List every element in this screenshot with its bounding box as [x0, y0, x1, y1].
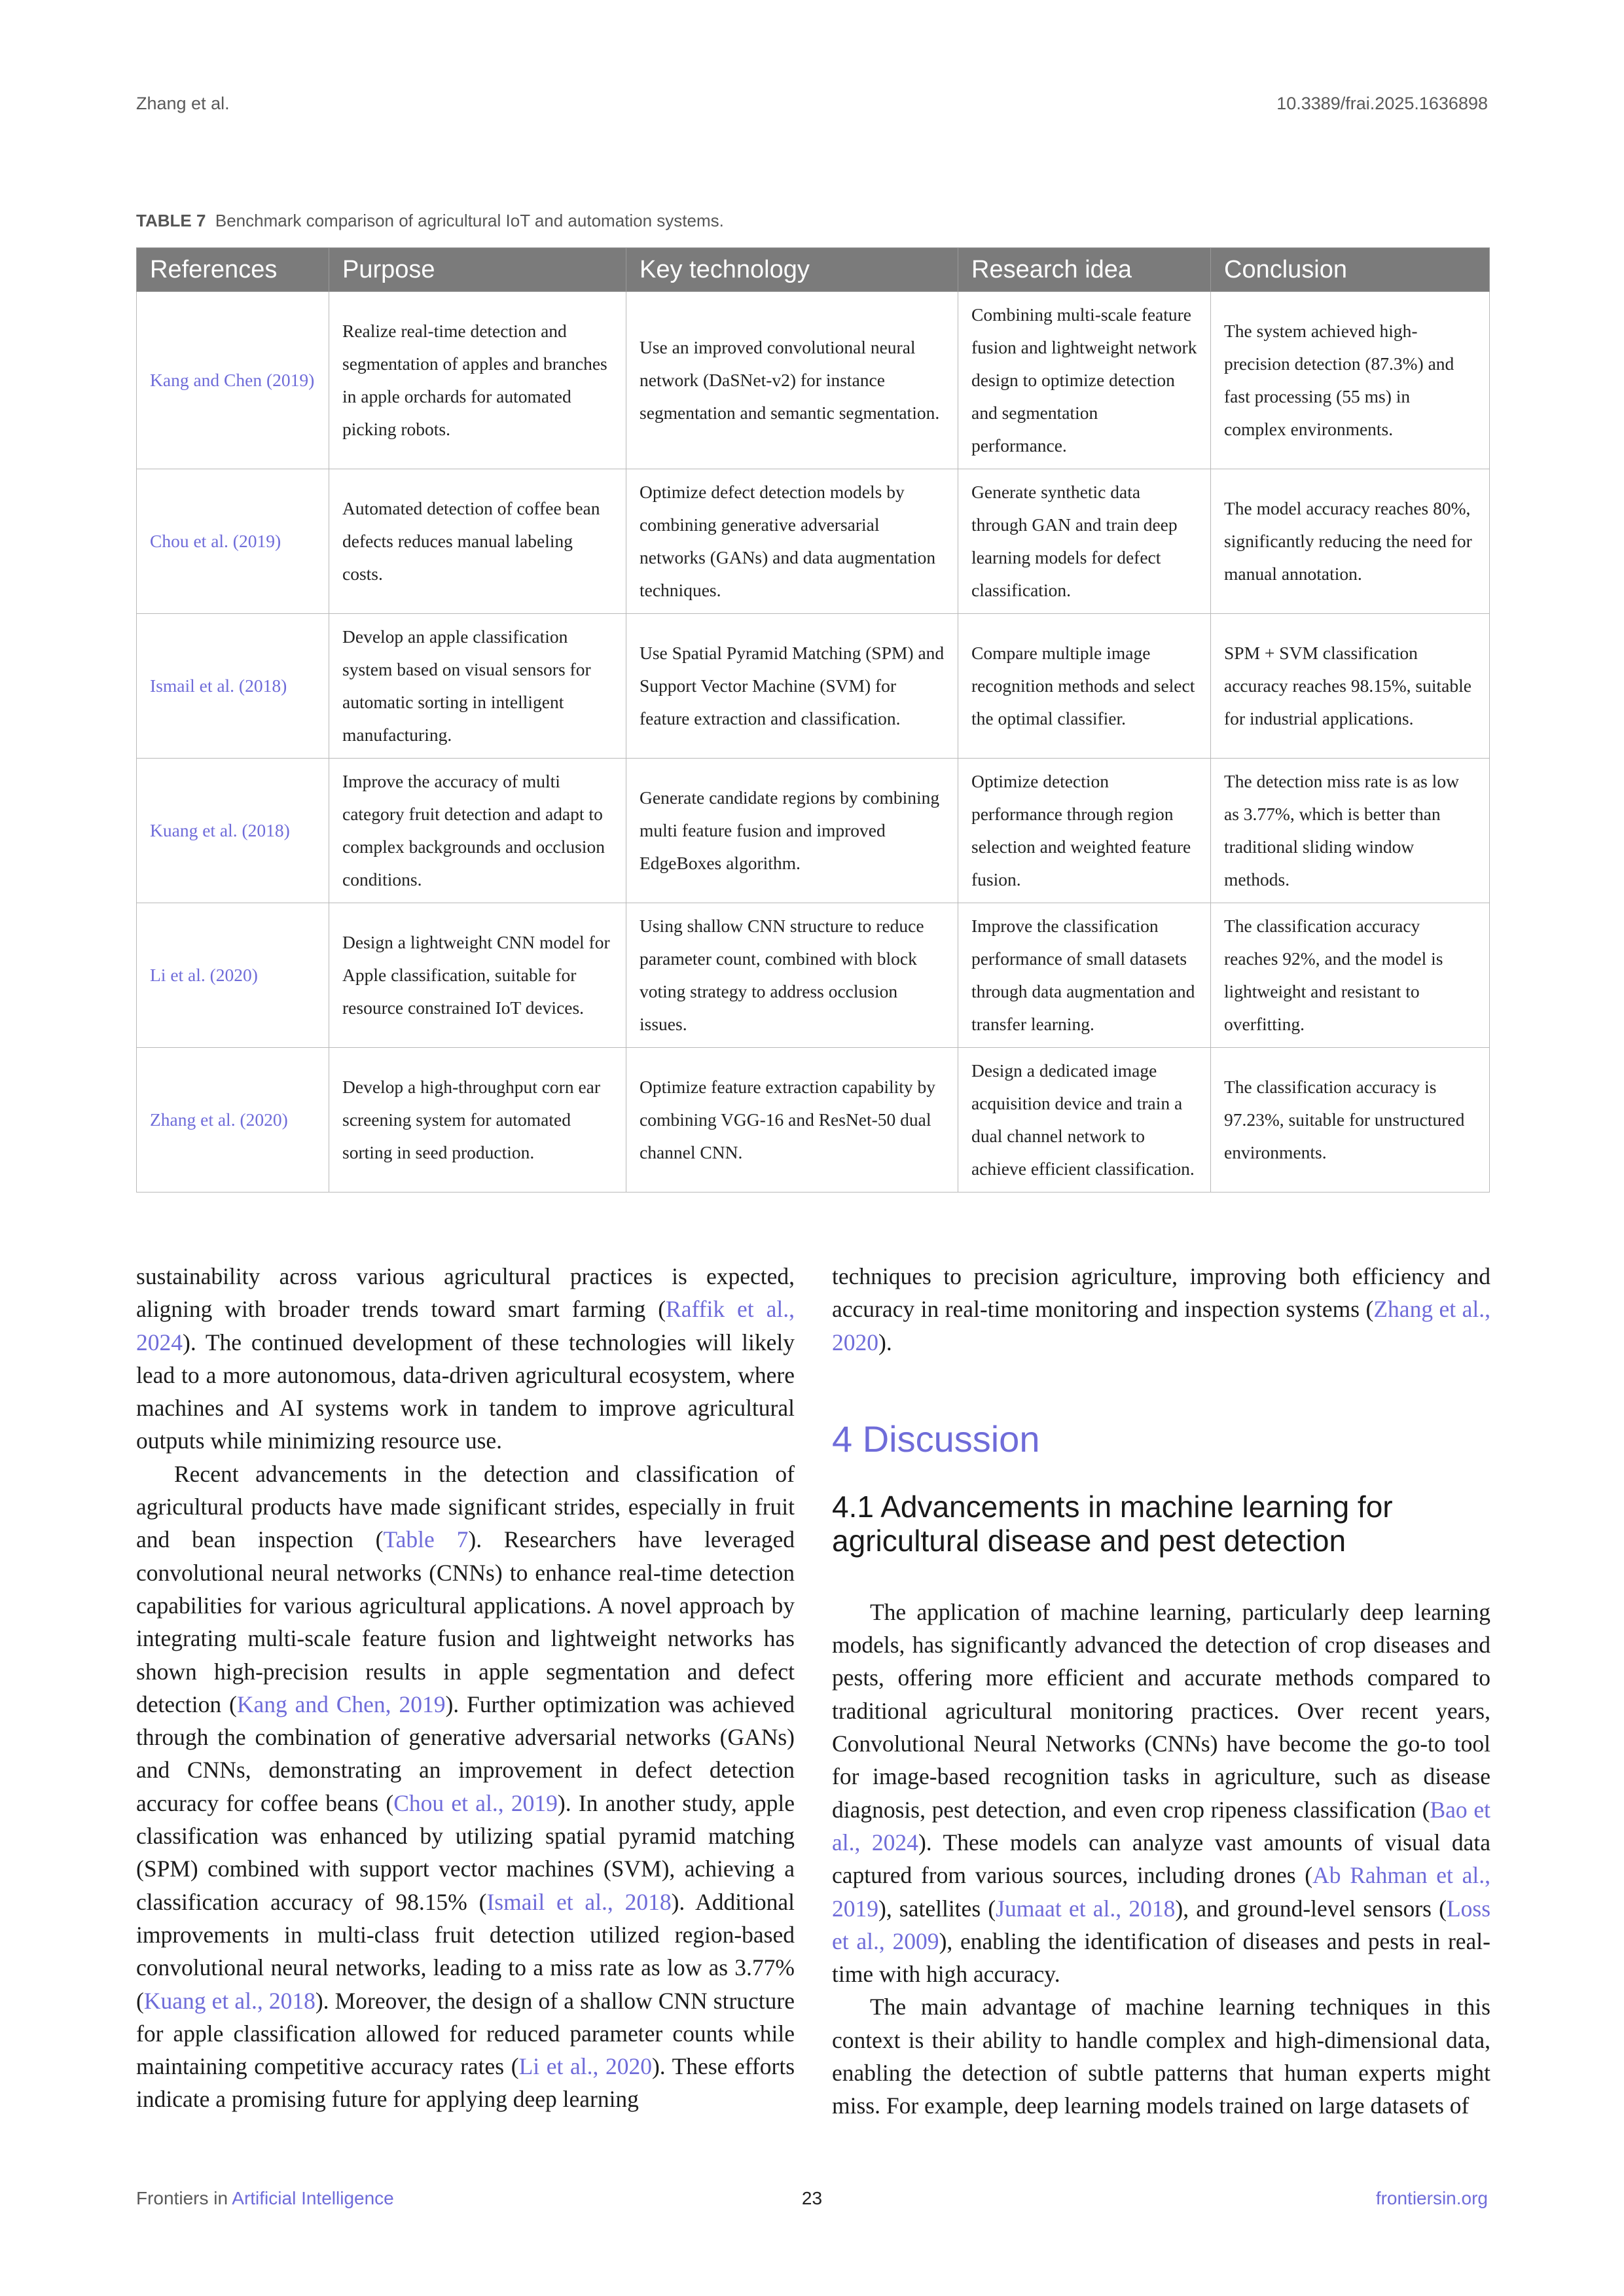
table-row — [137, 759, 1490, 903]
cell-conclusion: The classification accuracy is 97.23%, suitable for unstructured environments. — [1211, 1048, 1490, 1193]
paragraph-text: ). These efforts indicate a promising future for applying deep learning — [136, 2053, 795, 2113]
cell-research-idea: Compare multiple image recognition methods and select the optimal classifier. — [958, 614, 1211, 759]
cell-purpose: Automated detection of coffee bean defects reduces manual labeling costs. — [329, 469, 626, 614]
reference-link[interactable]: Kuang et al. (2018) — [137, 759, 329, 903]
paragraph-text: ), enabling the identification of diseases and pests in real-time with high accuracy. — [832, 1928, 1490, 1988]
citation-link[interactable]: Table 7 — [383, 1526, 469, 1553]
table-caption-text: Benchmark comparison of agricultural IoT and automation systems. — [215, 211, 724, 230]
body-paragraph — [136, 1458, 795, 2116]
paragraph-text: ), satellites ( — [878, 1895, 996, 1922]
table-row — [137, 614, 1490, 759]
journal-link[interactable]: Artificial Intelligence — [232, 2188, 394, 2208]
cell-key-technology: Generate candidate regions by combining multi feature fusion and improved EdgeBoxes algorithm. — [626, 759, 958, 903]
cell-research-idea: Design a dedicated image acquisition device and train a dual channel network to achieve efficient classification. — [958, 1048, 1211, 1193]
running-head — [136, 94, 1488, 120]
cell-key-technology: Use Spatial Pyramid Matching (SPM) and Support Vector Machine (SVM) for feature extraction and classification. — [626, 614, 958, 759]
reference-link[interactable]: Li et al. (2020) — [137, 903, 329, 1048]
paragraph-text: ). The continued development of these technologies will likely lead to a more autonomous, data-driven agricultural ecosystem, where machines and AI systems work in tandem to improve agricultural outputs while minimizing resource use. — [136, 1329, 795, 1454]
cell-purpose: Realize real-time detection and segmentation of apples and branches in apple orchards for automated picking robots. — [329, 292, 626, 469]
paragraph-text: ). Further optimization was achieved through the combination of generative adversarial networks (GANs) and CNNs, demonstrating an improvement in defect detection accuracy for coffee beans ( — [136, 1691, 795, 1816]
paragraph-text: ). In another study, apple classification was enhanced by utilizing spatial pyramid matching (SPM) combined with support vector machines (SVM), achieving a classification accuracy of 98.15% ( — [136, 1789, 795, 1915]
citation-link[interactable]: Kang and Chen, 2019 — [236, 1691, 446, 1717]
table-body — [137, 292, 1490, 1193]
body-paragraph — [832, 1990, 1490, 2122]
body-paragraph — [832, 1260, 1490, 1359]
cell-research-idea: Improve the classification performance of small datasets through data augmentation and transfer learning. — [958, 903, 1211, 1048]
benchmark-table — [136, 247, 1490, 1193]
cell-purpose: Develop a high-throughput corn ear screening system for automated sorting in seed production. — [329, 1048, 626, 1193]
paragraph-text: ). Moreover, the design of a shallow CNN structure for apple classification allowed for reduced parameter counts while maintaining competitive accuracy rates ( — [136, 1987, 795, 2080]
left-column — [136, 1260, 795, 2116]
cell-key-technology: Using shallow CNN structure to reduce parameter count, combined with block voting strategy to address occlusion issues. — [626, 903, 958, 1048]
table-caption — [136, 211, 724, 231]
citation-link[interactable]: Ismail et al., 2018 — [486, 1888, 672, 1915]
reference-link[interactable]: Ismail et al. (2018) — [137, 614, 329, 759]
cell-key-technology: Optimize defect detection models by combining generative adversarial networks (GANs) and data augmentation techniques. — [626, 469, 958, 614]
table-row — [137, 469, 1490, 614]
cell-conclusion: The detection miss rate is as low as 3.77%, which is better than traditional sliding window methods. — [1211, 759, 1490, 903]
paragraph-text: sustainability across various agricultural practices is expected, aligning with broader trends toward smart farming ( — [136, 1263, 795, 1323]
reference-link[interactable]: Chou et al. (2019) — [137, 469, 329, 614]
table-row — [137, 1048, 1490, 1193]
paragraph-text: techniques to precision agriculture, improving both efficiency and accuracy in real-time monitoring and inspection systems ( — [832, 1263, 1490, 1323]
paragraph-text: The main advantage of machine learning techniques in this context is their ability to handle complex and high-dimensional data, enabling the detection of subtle patterns that human experts might miss. For example, deep learning models trained on large datasets of — [832, 1994, 1490, 2119]
page-footer — [136, 2188, 1488, 2214]
citation-link[interactable]: Zhang et al., 2020 — [832, 1296, 1491, 1355]
citation-link[interactable]: Chou et al., 2019 — [393, 1789, 558, 1816]
cell-conclusion: The classification accuracy reaches 92%, and the model is lightweight and resistant to overfitting. — [1211, 903, 1490, 1048]
body-paragraph — [136, 1260, 795, 1458]
paragraph-text: ). — [878, 1329, 892, 1355]
cell-purpose: Design a lightweight CNN model for Apple classification, suitable for resource constrained IoT devices. — [329, 903, 626, 1048]
column-header-purpose: Purpose — [329, 248, 626, 292]
cell-conclusion: SPM + SVM classification accuracy reaches 98.15%, suitable for industrial applications. — [1211, 614, 1490, 759]
paragraph-text: ), and ground-level sensors ( — [1175, 1895, 1447, 1922]
column-header-research-idea: Research idea — [958, 248, 1211, 292]
author-running-title: Zhang et al. — [136, 94, 230, 113]
cell-research-idea: Optimize detection performance through region selection and weighted feature fusion. — [958, 759, 1211, 903]
cell-conclusion: The model accuracy reaches 80%, significantly reducing the need for manual annotation. — [1211, 469, 1490, 614]
citation-link[interactable]: Jumaat et al., 2018 — [996, 1895, 1176, 1922]
site-link[interactable]: frontiersin.org — [1375, 2188, 1488, 2208]
column-header-references: References — [137, 248, 329, 292]
page-number: 23 — [801, 2188, 823, 2208]
table-header-row — [137, 248, 1490, 292]
citation-link[interactable]: Raffik et al., 2024 — [136, 1296, 795, 1355]
paragraph-text: ). Researchers have leveraged convolutional neural networks (CNNs) to enhance real-time detection capabilities for various agricultural applications. A novel approach by integrating multi-scale feature fusion and lightweight networks has shown high-precision results in apple segmentation and defect detection ( — [136, 1526, 795, 1717]
paragraph-text: ). Additional improvements in multi-class fruit detection utilized region-based convolutional neural networks, leading to a miss rate as low as 3.77% ( — [136, 1888, 795, 2014]
paragraph-text: ). These models can analyze vast amounts of visual data captured from various sources, including drones ( — [832, 1829, 1490, 1889]
reference-link[interactable]: Kang and Chen (2019) — [137, 292, 329, 469]
table-label: TABLE 7 — [136, 211, 206, 230]
reference-link[interactable]: Zhang et al. (2020) — [137, 1048, 329, 1193]
citation-link[interactable]: Loss et al., 2009 — [832, 1895, 1491, 1954]
subsection-heading: 4.1 Advancements in machine learning for agricultural disease and pest detection — [832, 1489, 1393, 1558]
cell-purpose: Improve the accuracy of multi category fruit detection and adapt to complex backgrounds and occlusion conditions. — [329, 759, 626, 903]
cell-research-idea: Combining multi-scale feature fusion and lightweight network design to optimize detection and segmentation performance. — [958, 292, 1211, 469]
paragraph-text: Recent advancements in the detection and classification of agricultural products have made significant strides, especially in fruit and bean inspection ( — [136, 1460, 795, 1553]
citation-link[interactable]: Ab Rahman et al., 2019 — [832, 1862, 1490, 1922]
column-header-key-technology: Key technology — [626, 248, 958, 292]
citation-link[interactable]: Bao et al., 2024 — [832, 1796, 1490, 1856]
cell-key-technology: Optimize feature extraction capability by combining VGG-16 and ResNet-50 dual channel CNN. — [626, 1048, 958, 1193]
cell-conclusion: The system achieved high-precision detection (87.3%) and fast processing (55 ms) in complex environments. — [1211, 292, 1490, 469]
citation-link[interactable]: Kuang et al., 2018 — [143, 1987, 316, 2014]
cell-purpose: Develop an apple classification system based on visual sensors for automatic sorting in intelligent manufacturing. — [329, 614, 626, 759]
table-row — [137, 292, 1490, 469]
column-header-conclusion: Conclusion — [1211, 248, 1490, 292]
journal-name: Frontiers in Artificial Intelligence — [136, 2188, 394, 2208]
right-column — [832, 1260, 1490, 2123]
doi[interactable]: 10.3389/frai.2025.1636898 — [1276, 94, 1488, 113]
cell-research-idea: Generate synthetic data through GAN and train deep learning models for defect classification. — [958, 469, 1211, 614]
citation-link[interactable]: Li et al., 2020 — [518, 2053, 652, 2080]
paragraph-text: The application of machine learning, particularly deep learning models, has significantly advanced the detection of crop diseases and pests, offering more efficient and accurate methods compared to traditional agricultural monitoring practices. Over recent years, Convolutional Neural Networks (CNNs) have become the go-to tool for image-based recognition tasks in agriculture, such as disease diagnosis, pest detection, and even crop ripeness classification ( — [832, 1598, 1490, 1823]
cell-key-technology: Use an improved convolutional neural network (DaSNet-v2) for instance segmentation and semantic segmentation. — [626, 292, 958, 469]
section-heading: 4 Discussion — [832, 1418, 1040, 1460]
table-row — [137, 903, 1490, 1048]
body-paragraph — [832, 1596, 1490, 1991]
